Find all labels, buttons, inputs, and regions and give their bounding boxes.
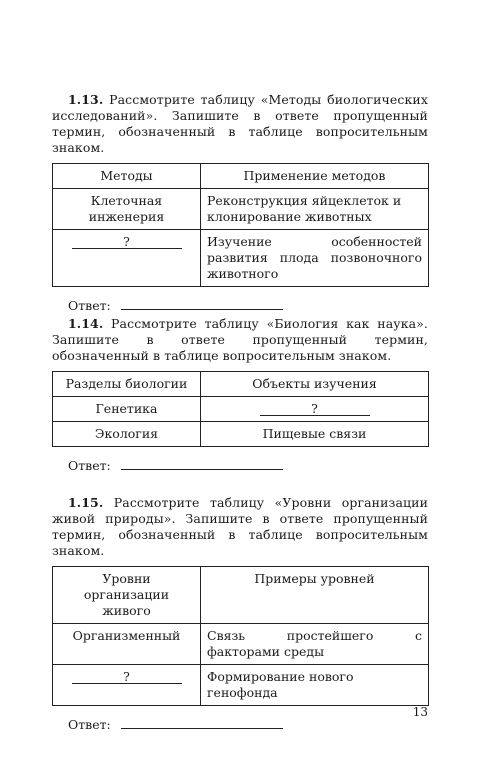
task-statement: [52, 92, 428, 156]
table-header-row: [53, 567, 429, 624]
table-cell: [53, 665, 201, 706]
task-1-15: [52, 495, 428, 733]
biology-science-table: [52, 371, 429, 447]
methods-table: [52, 163, 429, 287]
answer-row: [52, 715, 428, 733]
task-statement: [52, 495, 428, 559]
task-text: Рассмотрите таблицу «Уровни организации живой природы». Запишите в ответе пропущенный термин, обозначенный в таблице вопросительным знаком.: [52, 495, 428, 558]
column-header: Разделы биологии: [53, 372, 201, 397]
answer-label: Ответ:: [68, 717, 111, 732]
table-cell: Реконструкция яйцеклеток и клонирование животных: [201, 189, 429, 230]
task-number: 1.15.: [68, 495, 104, 510]
missing-term-blank: ?: [72, 235, 182, 249]
life-levels-table: [52, 566, 429, 706]
table-cell: Связь простейшего с факторами среды: [201, 624, 429, 665]
answer-row: [52, 296, 428, 314]
task-statement: [52, 316, 428, 364]
table-cell: Клеточная инженерия: [53, 189, 201, 230]
table-cell: [53, 230, 201, 287]
page-number: 13: [412, 705, 428, 719]
answer-label: Ответ:: [68, 458, 111, 473]
table-header-row: [53, 164, 429, 189]
table-cell: Экология: [53, 422, 201, 447]
table-cell: Изучение особенностей развития плода позвоночного животного: [201, 230, 429, 287]
table-row: [53, 230, 429, 287]
column-header: Уровни организации живого: [53, 567, 201, 624]
table-row: [53, 624, 429, 665]
table-row: [53, 397, 429, 422]
answer-line: [121, 715, 283, 729]
task-1-14: [52, 316, 428, 474]
table-row: [53, 665, 429, 706]
table-cell: Генетика: [53, 397, 201, 422]
column-header: Примеры уровней: [201, 567, 429, 624]
answer-row: [52, 456, 428, 474]
table-header-row: [53, 372, 429, 397]
missing-term-blank: ?: [260, 402, 370, 416]
task-text: Рассмотрите таблицу «Методы биологических исследований». Запишите в ответе пропущенный термин, обозначенный в таблице вопросительным знаком.: [52, 92, 428, 155]
table-cell: Организменный: [53, 624, 201, 665]
table-cell: Пищевые связи: [201, 422, 429, 447]
missing-term-blank: ?: [72, 670, 182, 684]
table-row: [53, 422, 429, 447]
column-header: Применение методов: [201, 164, 429, 189]
answer-line: [121, 456, 283, 470]
table-cell: Формирование нового генофонда: [201, 665, 429, 706]
column-header: Методы: [53, 164, 201, 189]
task-number: 1.14.: [68, 316, 104, 331]
answer-line: [121, 296, 283, 310]
answer-label: Ответ:: [68, 298, 111, 313]
task-text: Рассмотрите таблицу «Биология как наука». Запишите в ответе пропущенный термин, обозначенный в таблице вопросительным знаком.: [52, 316, 428, 363]
table-row: [53, 189, 429, 230]
column-header: Объекты изучения: [201, 372, 429, 397]
table-cell: [201, 397, 429, 422]
task-number: 1.13.: [68, 92, 104, 107]
task-1-13: [52, 92, 428, 314]
